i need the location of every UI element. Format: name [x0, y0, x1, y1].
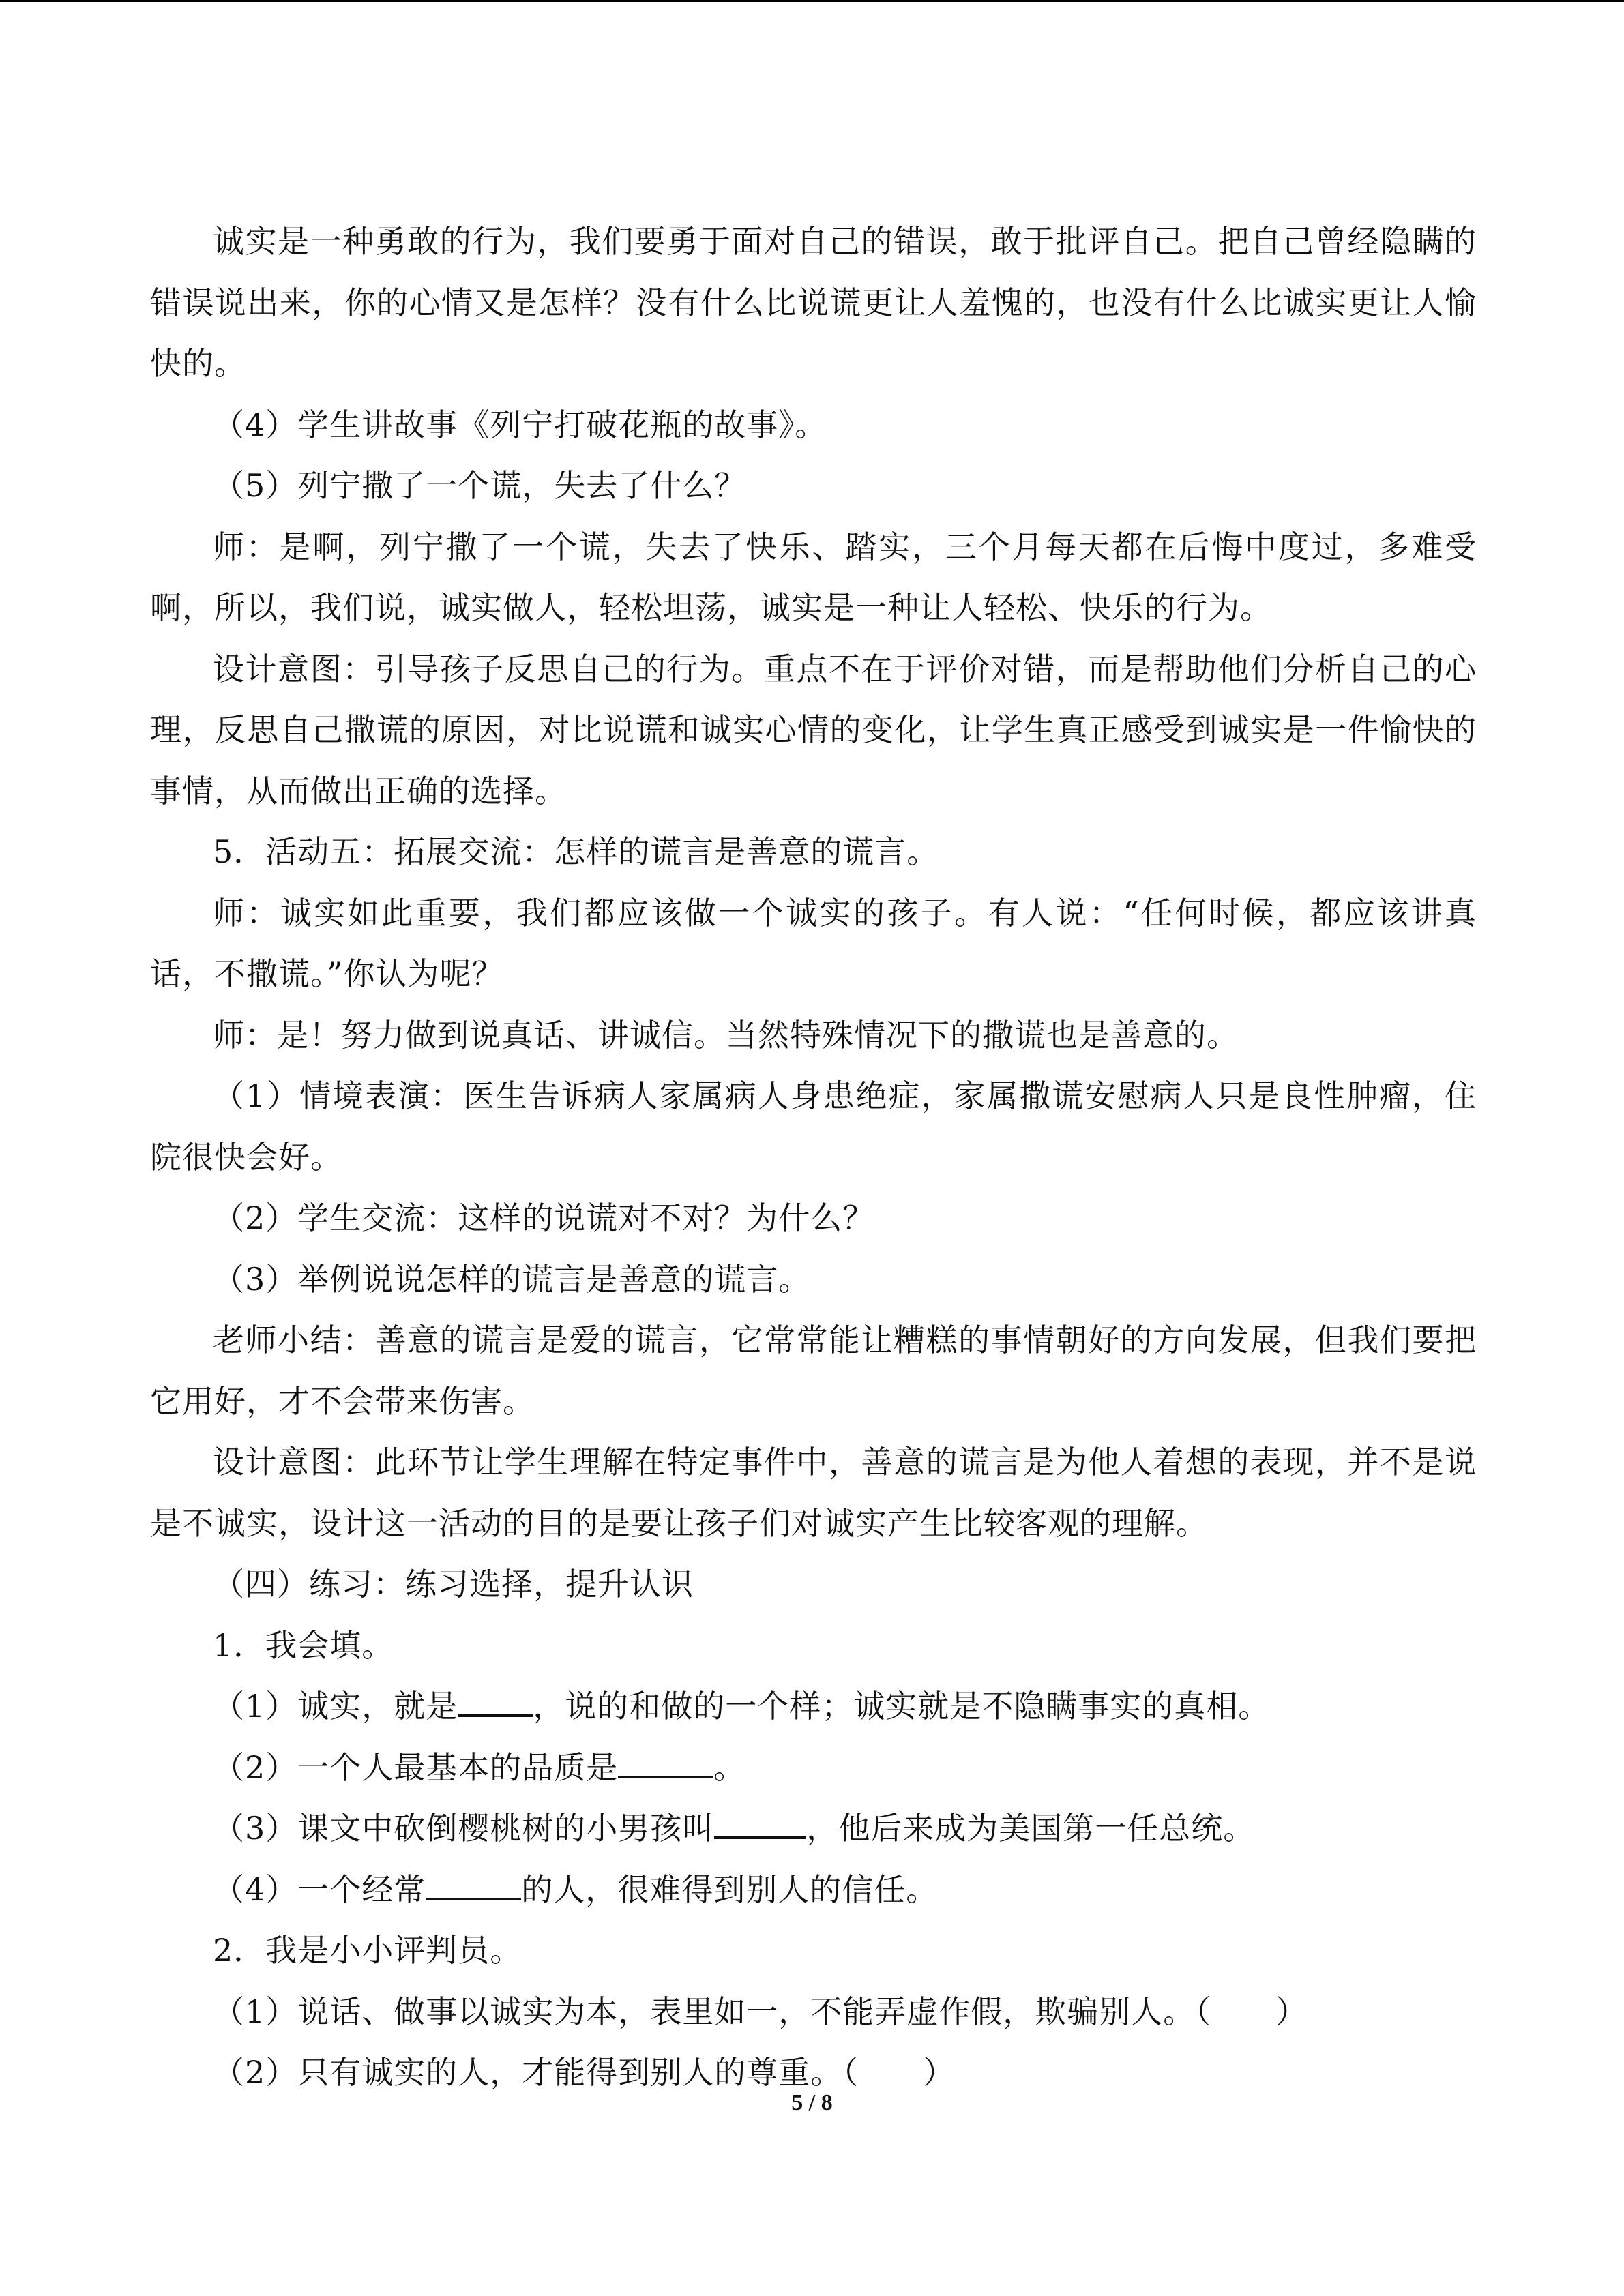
fill-blank-item: [150, 1676, 1477, 1738]
paragraph: 师：诚实如此重要，我们都应该做一个诚实的孩子。有人说：“任何时候，都应该讲真话，不撒谎。”你认为呢？: [150, 894, 1477, 992]
fill-blank-text: 的人，很难得到别人的信任。: [521, 1870, 939, 1908]
paragraph: （四）练习：练习选择，提升认识: [213, 1566, 694, 1602]
paragraph: 老师小结：善意的谎言是爱的谎言，它常常能让糟糕的事情朝好的方向发展，但我们要把它用好，才不会带来伤害。: [150, 1322, 1477, 1420]
paragraph: （3）举例说说怎样的谎言是善意的谎言。: [213, 1260, 811, 1298]
judge-item: （2）只有诚实的人，才能得到别人的尊重。（ ）: [213, 2054, 956, 2091]
fill-blank-text: （3）课文中砍倒樱桃树的小男孩叫: [213, 1810, 715, 1847]
paragraph: 师：是啊，列宁撒了一个谎，失去了快乐、踏实，三个月每天都在后悔中度过，多难受啊，所以，我们说，诚实做人，轻松坦荡，诚实是一种让人轻松、快乐的行为。: [150, 528, 1477, 626]
judge-item: （1）说话、做事以诚实为本，表里如一，不能弄虚作假，欺骗别人。（ ）: [213, 1993, 1308, 2030]
paragraph: 诚实是一种勇敢的行为，我们要勇于面对自己的错误，敢于批评自己。把自己曾经隐瞒的错误说出来，你的心情又是怎样？没有什么比说谎更让人羞愧的，也没有什么比诚实更让人愉快的。: [150, 223, 1477, 382]
document-body: [150, 211, 1477, 2104]
fill-blank-text: ，他后来成为美国第一任总统。: [806, 1810, 1256, 1847]
answer-blank[interactable]: [458, 1687, 533, 1717]
paragraph: 设计意图：此环节让学生理解在特定事件中，善意的谎言是为他人着想的表现，并不是说是不诚实，设计这一活动的目的是要让孩子们对诚实产生比较客观的理解。: [150, 1444, 1477, 1542]
fill-blank-text: （2）一个人最基本的品质是: [213, 1748, 619, 1786]
fill-blank-text: （4）一个经常: [213, 1870, 426, 1908]
paragraph: （2）学生交流：这样的说谎对不对？为什么？: [213, 1199, 875, 1236]
top-border-line: [0, 0, 1624, 2]
page-number: 5 / 8: [791, 2090, 833, 2115]
fill-blank-item: [150, 1860, 1477, 1921]
paragraph: （5）列宁撒了一个谎，失去了什么？: [213, 467, 747, 504]
answer-blank[interactable]: [618, 1748, 713, 1778]
paragraph: 师：是！努力做到说真话、讲诚信。当然特殊情况下的撒谎也是善意的。: [213, 1016, 1239, 1054]
answer-blank[interactable]: [426, 1870, 521, 1900]
paragraph: 5．活动五：拓展交流：怎样的谎言是善意的谎言。: [213, 833, 939, 870]
section-heading: 2．我是小小评判员。: [213, 1932, 522, 1969]
paragraph: （1）情境表演：医生告诉病人家属病人身患绝症，家属撒谎安慰病人只是良性肿瘤，住院很快会好。: [150, 1077, 1477, 1176]
paragraph: 设计意图：引导孩子反思自己的行为。重点不在于评价对错，而是帮助他们分析自己的心理，反思自己撒谎的原因，对比说谎和诚实心情的变化，让学生真正感受到诚实是一件愉快的事情，从而做出正确的选择。: [150, 650, 1477, 809]
fill-blank-text: 。: [713, 1748, 746, 1786]
paragraph: 1．我会填。: [213, 1626, 394, 1664]
fill-blank-item: [150, 1738, 1477, 1799]
answer-blank[interactable]: [714, 1809, 806, 1839]
fill-blank-item: [150, 1798, 1477, 1860]
fill-blank-text: ，说的和做的一个样；诚实就是不隐瞒事实的真相。: [533, 1688, 1271, 1725]
fill-blank-text: （1）诚实，就是: [213, 1688, 458, 1725]
paragraph: （4）学生讲故事《列宁打破花瓶的故事》。: [213, 406, 827, 443]
